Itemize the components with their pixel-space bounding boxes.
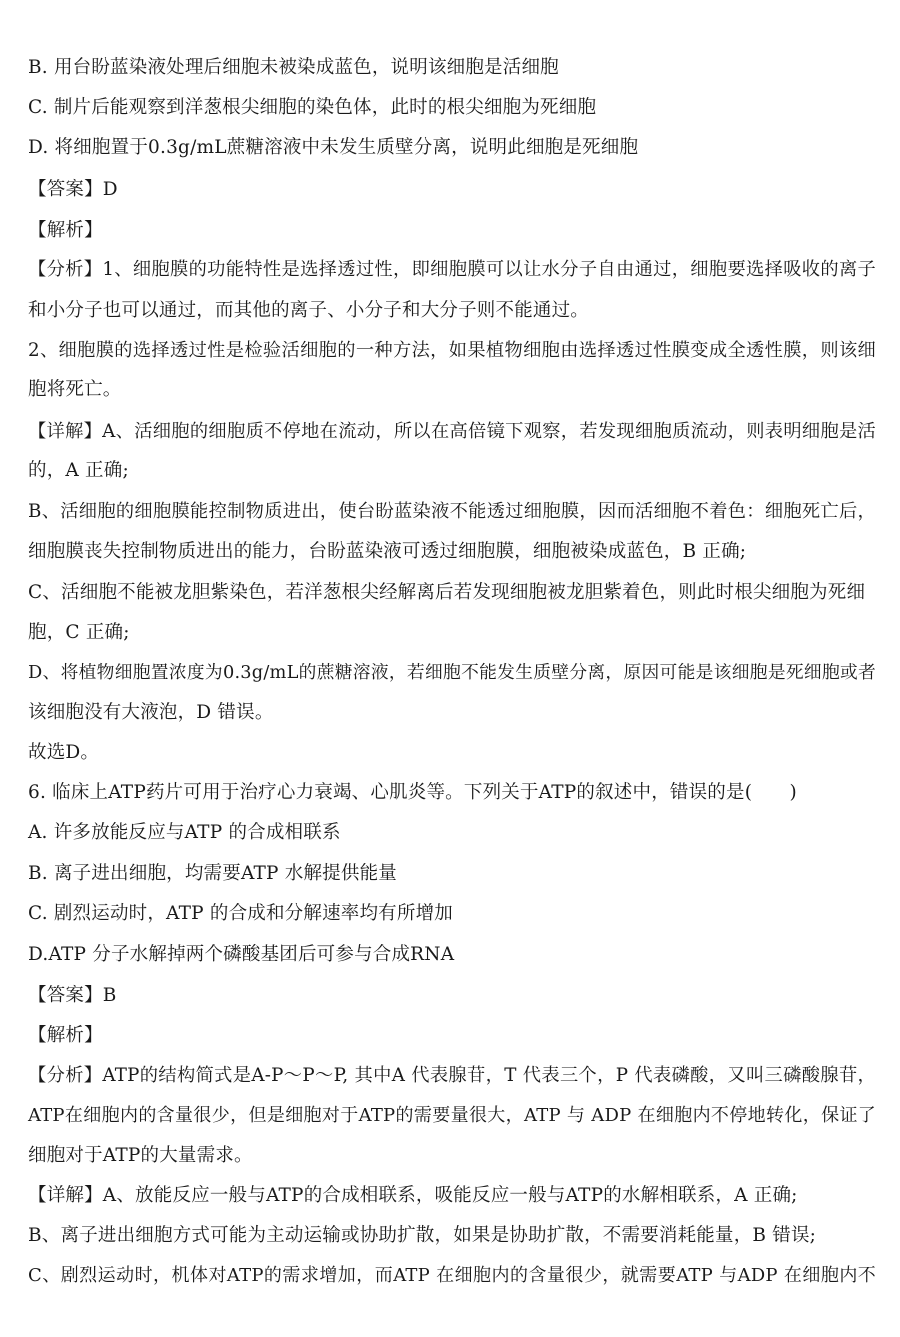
answer-line: 【答案】B bbox=[28, 985, 117, 1006]
analysis-paragraph-line: 【分析】ATP的结构简式是A-P～P～P, 其中A 代表腺苷，T 代表三个，P 代表磷酸，又叫三磷酸腺苷， bbox=[28, 1065, 876, 1086]
conclusion-line: 故选D。 bbox=[28, 742, 100, 763]
detail-paragraph-line: 的，A 正确; bbox=[28, 460, 129, 481]
option-c-line: C. 制片后能观察到洋葱根尖细胞的染色体，此时的根尖细胞为死细胞 bbox=[28, 97, 597, 118]
detail-paragraph-line: 【详解】A、放能反应一般与ATP的合成相联系，吸能反应一般与ATP的水解相联系，A 正确; bbox=[28, 1185, 798, 1206]
detail-paragraph-line: D、将植物细胞置浓度为0.3g/mL的蔗糖溶液，若细胞不能发生质壁分离，原因可能是该细胞是死细胞或者 bbox=[28, 663, 876, 683]
answer-line: 【答案】D bbox=[28, 179, 118, 200]
option-b-line: B. 离子进出细胞，均需要ATP 水解提供能量 bbox=[28, 863, 397, 884]
analysis-paragraph-line: 和小分子也可以通过，而其他的离子、小分子和大分子则不能通过。 bbox=[28, 300, 590, 321]
analysis-paragraph-line: 2、细胞膜的选择透过性是检验活细胞的一种方法，如果植物细胞由选择透过性膜变成全透性膜，则该细 bbox=[28, 340, 876, 361]
detail-paragraph-line: B、离子进出细胞方式可能为主动运输或协助扩散，如果是协助扩散，不需要消耗能量，B 错误; bbox=[28, 1225, 817, 1246]
option-d-line: D.ATP 分子水解掉两个磷酸基团后可参与合成RNA bbox=[28, 944, 455, 965]
question-6-stem: 6. 临床上ATP药片可用于治疗心力衰竭、心肌炎等。下列关于ATP的叙述中，错误的是( ) bbox=[28, 782, 797, 803]
detail-paragraph-line: 该细胞没有大液泡，D 错误。 bbox=[28, 702, 274, 723]
analysis-heading: 【解析】 bbox=[28, 1025, 103, 1046]
analysis-paragraph-line: 【分析】1、细胞膜的功能特性是选择透过性，即细胞膜可以让水分子自由通过，细胞要选择吸收的离子 bbox=[28, 259, 876, 280]
analysis-paragraph-line: 胞将死亡。 bbox=[28, 379, 122, 400]
detail-paragraph-line: C、活细胞不能被龙胆紫染色，若洋葱根尖经解离后若发现细胞被龙胆紫着色，则此时根尖细胞为死细 bbox=[28, 582, 866, 603]
detail-paragraph-line: 细胞膜丧失控制物质进出的能力，台盼蓝染液可透过细胞膜，细胞被染成蓝色，B 正确; bbox=[28, 541, 747, 562]
detail-paragraph-line: C、剧烈运动时，机体对ATP的需求增加，而ATP 在细胞内的含量很少，就需要ATP 与ADP 在细胞内不 bbox=[28, 1265, 876, 1286]
option-c-line: C. 剧烈运动时，ATP 的合成和分解速率均有所增加 bbox=[28, 903, 453, 924]
analysis-paragraph-line: ATP在细胞内的含量很少，但是细胞对于ATP的需要量很大，ATP 与 ADP 在细胞内不停地转化，保证了 bbox=[28, 1105, 876, 1126]
option-b-line: B. 用台盼蓝染液处理后细胞未被染成蓝色，说明该细胞是活细胞 bbox=[28, 57, 559, 78]
option-d-line: D. 将细胞置于0.3g/mL蔗糖溶液中未发生质壁分离，说明此细胞是死细胞 bbox=[28, 137, 639, 158]
detail-paragraph-line: 【详解】A、活细胞的细胞质不停地在流动，所以在高倍镜下观察，若发现细胞质流动，则表明细胞是活 bbox=[28, 421, 876, 442]
analysis-heading: 【解析】 bbox=[28, 220, 103, 241]
detail-paragraph-line: B、活细胞的细胞膜能控制物质进出，使台盼蓝染液不能透过细胞膜，因而活细胞不着色：细胞死亡后， bbox=[28, 501, 876, 522]
detail-paragraph-line: 胞，C 正确; bbox=[28, 622, 130, 643]
analysis-paragraph-line: 细胞对于ATP的大量需求。 bbox=[28, 1145, 253, 1166]
option-a-line: A. 许多放能反应与ATP 的合成相联系 bbox=[28, 822, 341, 843]
